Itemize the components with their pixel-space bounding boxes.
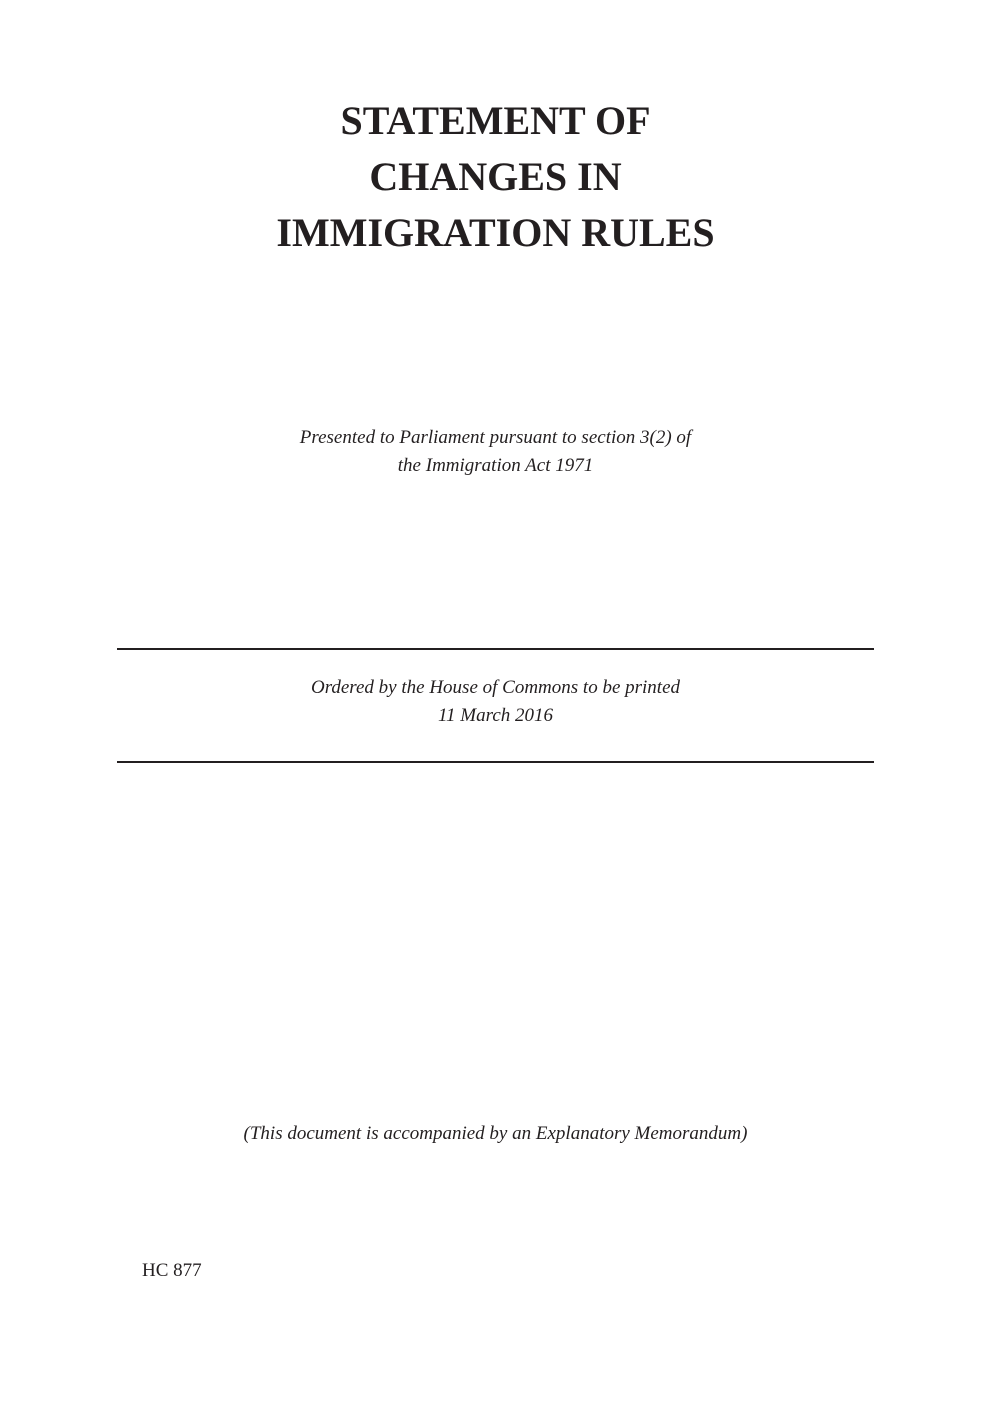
bottom-divider <box>117 761 874 763</box>
paper-number: HC 877 <box>142 1260 202 1281</box>
title-line-2: CHANGES IN <box>369 154 622 199</box>
ordered-date: 11 March 2016 <box>437 705 554 726</box>
title-line-1: STATEMENT OF <box>340 98 651 143</box>
document-title <box>0 93 991 261</box>
presented-line-2: the Immigration Act 1971 <box>397 455 594 476</box>
title-line-3: IMMIGRATION RULES <box>276 210 715 255</box>
top-divider <box>117 648 874 650</box>
presented-line-1: Presented to Parliament pursuant to section 3(2) of <box>299 427 692 448</box>
accompanied-note: (This document is accompanied by an Explanatory Memorandum) <box>243 1123 748 1144</box>
ordered-statement <box>0 674 991 730</box>
ordered-line-1: Ordered by the House of Commons to be printed <box>310 677 681 698</box>
presented-statement <box>0 424 991 480</box>
